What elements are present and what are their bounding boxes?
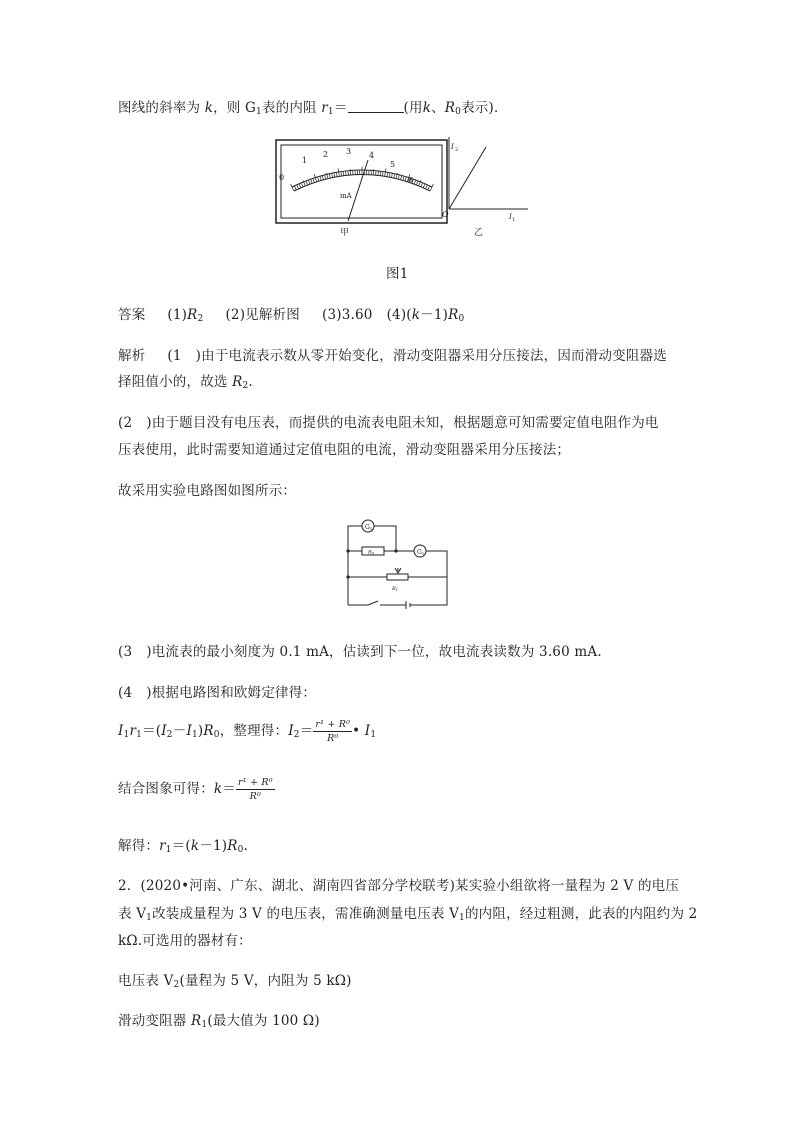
dial-tick	[403, 177, 404, 181]
dial-tick	[291, 184, 294, 191]
equation-2: 结合图象可得：k＝ $\frac{\text{r¹ + R⁰}}{\text{R⁰}}$	[118, 777, 273, 802]
dial-tick	[430, 184, 433, 191]
analysis-2-line1: (2 )由于题目没有电压表，而提供的电流表电阻未知，根据题意可知需要定值电阻作为电	[118, 415, 659, 431]
scale-2: 2	[323, 150, 329, 159]
question-2-line1: 2．(2020•河南、广东、湖北、湖南四省部分学校联考)某实验小组欲将一量程为 2 V 的电压	[118, 878, 680, 894]
scale-6: 6	[408, 176, 414, 185]
fraction: $\frac{\text{r¹ + R⁰}}{\text{R⁰}}$	[315, 719, 351, 744]
dial-tick	[313, 179, 314, 183]
dial-tick	[295, 186, 297, 190]
analysis-1-line2: 择阻值小的，故选 $R_2$.	[118, 374, 253, 391]
equipment-item-1: 电压表 $V_2$(量程为 5 V，内阻为 5 kΩ)	[118, 973, 352, 990]
svg-text:O: O	[442, 210, 449, 219]
ammeter-dial	[276, 140, 447, 238]
svg-text:I: I	[451, 143, 454, 151]
scale-3: 3	[346, 147, 352, 156]
i2-i1-graph	[442, 137, 528, 238]
g1-label: G1	[365, 524, 373, 531]
analysis-3: (3 )电流表的最小刻度为 0.1 mA，估读到下一位，故电流表读数为 3.60 mA.	[118, 644, 602, 660]
dial-tick	[391, 174, 392, 178]
dial-tick	[299, 184, 301, 188]
answer-blank[interactable]	[348, 100, 404, 113]
dial-tick	[320, 177, 321, 181]
analysis-1-line1: 解析 (1 )由于电流表示数从零开始变化，滑动变阻器采用分压接法，因而滑动变阻器选	[118, 348, 667, 364]
dial-tick	[423, 184, 425, 188]
svg-text:2: 2	[455, 147, 459, 153]
dial-tick	[414, 180, 415, 184]
question-2-line2: 表 $V_1$改装成量程为 3 V 的电压表，需准确测量电压表 $V_1$的内阻，经过粗测，此表的内阻约为 2	[118, 906, 698, 923]
svg-text:1: 1	[512, 217, 516, 223]
dial-tick	[343, 172, 344, 176]
dial-tick	[401, 176, 402, 180]
meter-needle	[348, 160, 368, 221]
dial-tick	[421, 183, 423, 187]
scale-1: 1	[302, 156, 308, 165]
dial-tick	[336, 173, 337, 177]
circuit-intro: 故采用实验电路图如图所示：	[118, 483, 297, 499]
dial-tick	[308, 180, 309, 184]
answer-line: 答案 $(1)R_2$ (2)见解析图 (3)3.60 $(4)(k-1)R_0$	[118, 307, 465, 324]
r0-label: $R_0$	[368, 549, 374, 556]
unit-label: mA	[340, 192, 352, 200]
dial-tick	[428, 186, 430, 190]
equation-3: 解得：$r_1=(k-1)R_0$.	[118, 838, 249, 855]
circuit-diagram	[340, 515, 455, 610]
question-line: 图线的斜率为 k，则 $G_1$表的内阻 $r_1=$ (用k、$R_0$表示)．	[118, 100, 508, 117]
dial-tick	[387, 173, 388, 177]
meter-caption: 甲	[340, 228, 350, 238]
dial-tick	[341, 172, 342, 176]
scale-4: 4	[369, 151, 375, 160]
fraction: $\frac{\text{r¹ + R⁰}}{\text{R⁰}}$	[238, 777, 273, 802]
dial-tick	[334, 173, 335, 177]
dial-tick	[416, 181, 417, 185]
dial-tick	[394, 174, 395, 178]
dial-tick	[325, 175, 326, 179]
r1-label: $R_1$	[392, 586, 398, 592]
dial-tick	[318, 177, 319, 181]
dial-tick	[302, 183, 304, 187]
equipment-item-2: 滑动变阻器 $R_1$(最大值为 100 Ω)	[118, 1013, 320, 1030]
scale-5: 5	[390, 160, 396, 169]
dial-tick	[398, 175, 399, 179]
svg-text:I: I	[509, 213, 512, 221]
dial-tick	[405, 177, 406, 181]
dial-tick	[322, 176, 323, 180]
analysis-4: (4 )根据电路图和欧姆定律得：	[118, 685, 317, 701]
figure-caption: 图1	[386, 266, 409, 282]
dial-tick	[382, 172, 383, 176]
dial-tick	[380, 172, 381, 176]
analysis-2-line2: 压表使用，此时需要知道通过定值电阻的电流，滑动变阻器采用分压接法；	[118, 442, 571, 458]
question-2-line3: kΩ.可选用的器材有：	[118, 933, 252, 949]
equation-1: $I_1r_1=(I_2-I_1)R_0$，整理得：$I_2=$ $\frac{\text{r¹ + R⁰}}{\text{R⁰}}$ • $I_1$	[118, 719, 377, 744]
dial-tick	[306, 181, 307, 185]
dial-tick	[425, 185, 427, 189]
dial-tick	[329, 174, 330, 178]
figure-1	[270, 135, 540, 245]
dial-tick	[389, 173, 390, 177]
g2-label: G2	[417, 549, 425, 556]
graph-caption: 乙	[474, 228, 484, 238]
scale-0: 0	[279, 173, 285, 182]
dial-tick	[311, 180, 312, 184]
dial-tick	[297, 185, 299, 189]
dial-tick	[332, 174, 333, 178]
